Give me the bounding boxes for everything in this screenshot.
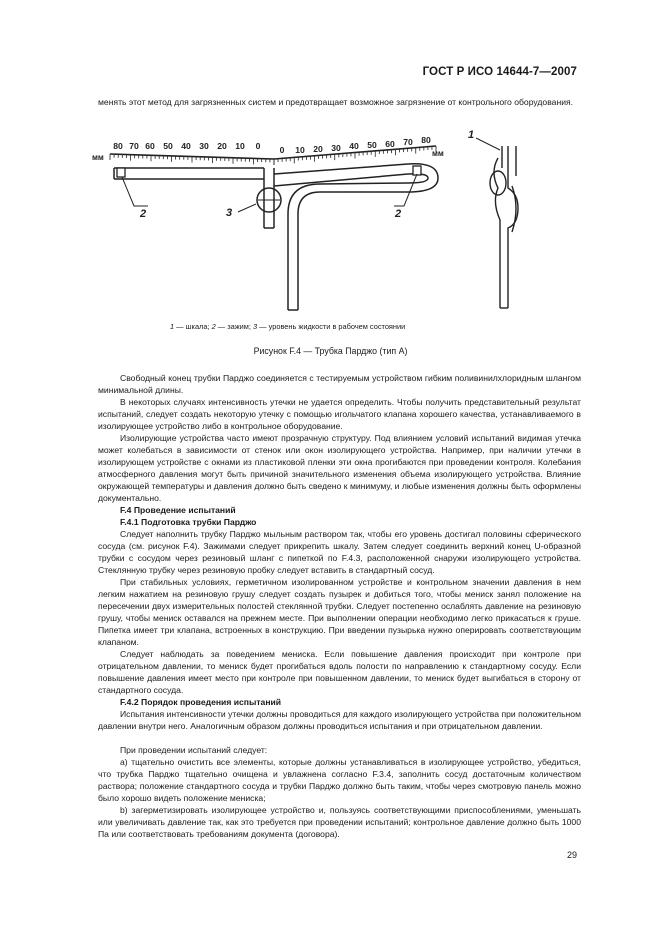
- legend-text: — зажим;: [215, 322, 253, 331]
- paragraph: Испытания интенсивности утечки должны проводиться для каждого изолирующего устройства при положительном давлении внутри него. Аналогичным образом должны проводиться испытания и при отрицательном давлении.: [98, 709, 581, 732]
- pargo-tube-figure: [88, 128, 578, 318]
- legend-number: 3: [252, 322, 258, 331]
- callout-number: 2: [395, 208, 402, 220]
- tube-side-view: [490, 146, 518, 308]
- list-item: а) тщательно очистить все элементы, которые должны устанавливаться в изолирующее устройство, убедиться, что трубка Парджо тщательно очищена и увлажнена согласно F.3.4, заполнить сосуд достаточным количеством раствора; положение стандартного сосуда и трубки Парджо должно быть таким, чтобы через смотровую панель можно было хорошо видеть положение мениска;: [98, 757, 581, 804]
- scale-tick-label: 30: [199, 141, 209, 151]
- scale-tick-label: 80: [113, 141, 123, 151]
- scale-tick-label: 10: [235, 141, 245, 151]
- scale-tick-label: 20: [313, 144, 323, 154]
- section-heading: F.4 Проведение испытаний: [120, 505, 236, 515]
- paragraph: Следует наполнить трубку Парджо мыльным раствором так, чтобы его уровень достигал половины сферического сосуда (см. рисунок F.4). Зажимами следует прикрепить шкалу. Затем следует соединить верхний конец U-образной трубки с сосудом через резиновый шланг с пипеткой по F.4.3, расположенной снаружи изолирующего устройства. Стеклянную трубку через резиновую пробку следует вставить в стандартный сосуд.: [98, 529, 581, 576]
- scale-tick-label: 50: [163, 141, 173, 151]
- scale-tick-label: 40: [181, 141, 191, 151]
- subsection-heading: F.4.1 Подготовка трубки Парджо: [120, 517, 257, 527]
- paragraph: Изолирующие устройства часто имеют прозрачную структуру. Под влиянием условий испытаний видимая утечка может колебаться в зависимости от стенок или окон изолирующего устройства. Например, при наличии утечки в изолирующем устройстве с окнами из пластиковой пленки эти окна прогибаются при проведении контроля. Колебания атмосферного давления могут быть причиной значительного изменения объема изолирующего устройства. Влияние окружающей температуры и давления должно быть сведено к минимуму, и любые изменения должны быть оформлены документально.: [98, 433, 581, 504]
- document-header: ГОСТ Р ИСО 14644-7—2007: [422, 66, 577, 78]
- unit-label-left: мм: [92, 153, 104, 162]
- legend-number: 2: [211, 322, 216, 331]
- list-item: b) загерметизировать изолирующее устройство и, пользуясь соответствующими приспособлениями, уменьшать или увеличивать давление так, как это требуется при проведении испытаний; контрольное давление должно быть 1000 Па или соответствовать требованиям документа (договора).: [98, 805, 581, 840]
- intro-paragraph: менять этот метод для загрязненных систем и предотвращает возможное загрязнение от контрольного оборудования.: [98, 97, 574, 107]
- figure-legend: [170, 322, 405, 331]
- scale-tick-label: 60: [385, 139, 395, 149]
- paragraph: При проведении испытаний следует:: [120, 745, 268, 755]
- page-number: 29: [566, 850, 577, 860]
- clamp-right: [413, 166, 421, 175]
- scale-tick-label: 10: [295, 145, 305, 155]
- scale-tick-label: 20: [217, 141, 227, 151]
- scale-tick-label: 0: [279, 145, 285, 155]
- scale-tick-label: 60: [145, 141, 155, 151]
- paragraph: При стабильных условиях, герметичном изолированном устройстве и контрольном значении давления в нем легким нажатием на резиновую грушу следует создать пузырек и добиться того, чтобы мениск занял положение на пересечении двух измерительных полостей стеклянной трубки. Следует постепенно ослаблять давление на резиновую грушу, чтобы мениск оставался на прежнем месте. При выполнении операции необходимо легко прикасаться к груше. Пипетка имеет три клапана, встроенных в конструкцию. При введении пузырька нужно оперировать соответствующим клапаном.: [98, 577, 581, 648]
- callout-number: 1: [468, 129, 475, 141]
- scale-labels-left: [113, 141, 260, 151]
- paragraph: Свободный конец трубки Парджо соединяется с тестируемым устройством гибким поливинилхлоридным шлангом минимальной длины.: [98, 373, 581, 396]
- scale-tick-label: 0: [255, 141, 261, 151]
- scale-tick-label: 70: [403, 137, 413, 147]
- unit-label-right: мм: [432, 149, 444, 158]
- u-shaped-glass-tube: [114, 164, 438, 310]
- paragraph: Следует наблюдать за поведением мениска. Если повышение давления происходит при контроле при отрицательном давлении, то мениск будет прогибаться вдоль полости по направлению к стандартному сосуду. Если повышение давления имеет место при контроле при повышенном давлении, то мениск будет выгибаться в сторону от стандартного сосуда.: [98, 649, 581, 696]
- scale-tick-label: 70: [129, 141, 139, 151]
- callout-number: 2: [140, 208, 147, 220]
- scale-tick-label: 40: [349, 141, 359, 151]
- figure-caption: Рисунок F.4 — Трубка Парджо (тип А): [253, 346, 408, 356]
- clamp-left: [117, 168, 125, 177]
- scale-tick-label: 80: [421, 135, 431, 145]
- scale-tick-label: 30: [331, 143, 341, 153]
- subsection-heading: F.4.2 Порядок проведения испытаний: [120, 697, 282, 707]
- scale-tick-label: 50: [367, 140, 377, 150]
- legend-number: 1: [170, 322, 175, 331]
- legend-text: — шкала;: [174, 322, 212, 331]
- paragraph: В некоторых случаях интенсивность утечки не удается определить. Чтобы получить представительный результат испытаний, следует создать некоторую утечку с помощью игольчатого клапана хорошего качества, устанавливаемого в изолирующее устройство либо в контрольное оборудование.: [98, 397, 581, 432]
- legend-text: — уровень жидкости в рабочем состоянии: [257, 322, 406, 331]
- callout-number: 3: [226, 207, 233, 219]
